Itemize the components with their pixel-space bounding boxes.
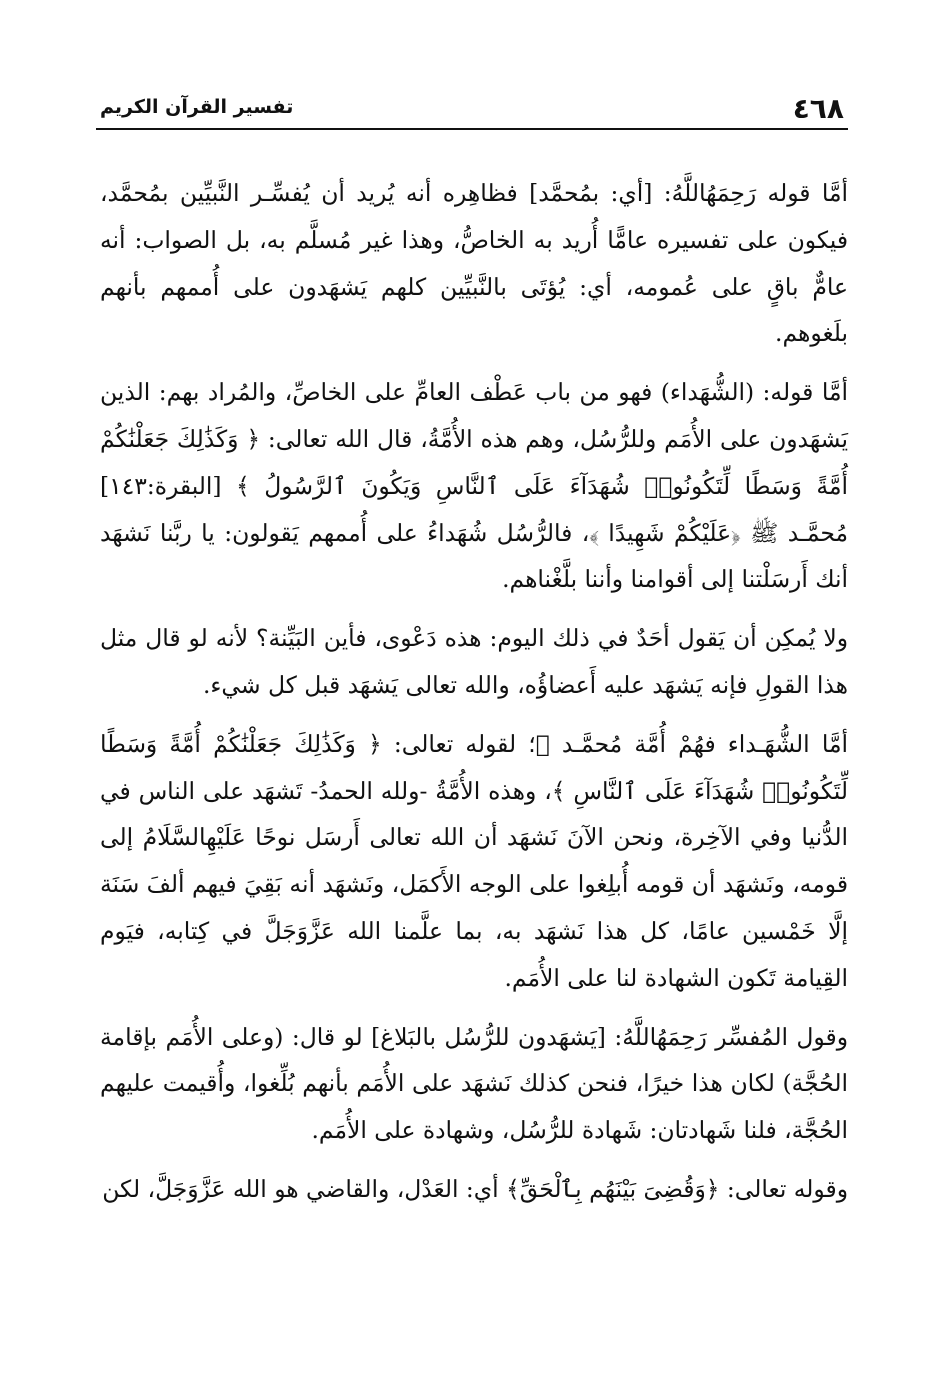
paragraph: أمَّا قوله رَحِمَهُاللَّهُ: [أي: بمُحمَّد] فظاهِره أنه يُريد أن يُفسِّـر النَّبيِّين بمُحمَّد، فيكون على تفسيره عامًّا أُريد به الخاصُّ، وهذا غير مُسلَّم به، بل الصواب: أنه عامٌّ باقٍ على عُمومه، أي: يُؤتَى بالنَّبيِّين كلهم يَشهَدون على أُممهم بأنهم بلَغوهم. <box>100 179 848 348</box>
paragraph: ولا يُمكِن أن يَقول أحَدٌ في ذلك اليوم: هذه دَعْوى، فأين البَيِّنة؟ لأنه لو قال مثل هذا القولِ فإنه يَشهَد عليه أَعضاؤُه، والله تعالى يَشهَد قبل كل شيء. <box>100 624 848 699</box>
paragraph: أمَّا الشُّهَـداء فهُمْ أُمَّة مُحمَّـد ﷺ؛ لقوله تعالى: ﴿ وَكَذَٰلِكَ جَعَلْنَٰكُمْ أُمَّةً وَسَطًا لِّتَكُونُوا۟ شُهَدَآءَ عَلَى ٱلنَّاسِ ﴾، وهذه الأُمَّةُ -ولله الحمدُ- تَشهَد على الناس في الدُّنيا وفي الآخِرة، ونحن الآنَ نَشهَد أن الله تعالى أَرسَل نوحًا عَلَيْهِالسَّلَامُ إلى قومه، ونَشهَد أن قومه أُبلِغوا على الوجه الأَكمَل، ونَشهَد أنه بَقِيَ فيهم ألفَ سَنَة إلَّا خَمْسين عامًا، كل هذا نَشهَد به، بما علَّمنا الله عَزَّوَجَلَّ في كِتابه، فيَوم القِيامة تَكون الشهادة لنا على الأُمَم. <box>100 729 849 992</box>
paragraph: أمَّا قوله: (الشُّهَداء) فهو من باب عَطْف العامِّ على الخاصِّ، والمُراد بهم: الذين يَشهَدون على الأُمَم وللرُّسُل، وهم هذه الأُمَّةُ، قال الله تعالى: ﴿ وَكَذَٰلِكَ جَعَلْنَٰكُمْ أُمَّةً وَسَطًا لِّتَكُونُوا۟ شُهَدَآءَ عَلَى ٱلنَّاسِ وَيَكُونَ ٱلرَّسُولُ ﴾ [البقرة:١٤٣] مُحمَّـد ﷺ ﴿عَلَيْكُمْ شَهِيدًا ﴾، فالرُّسُل شُهَداءُ على أُممهم يَقولون: يا ربَّنا نَشهَد أنك أَرسَلْتنا إلى أقوامنا وأننا بلَّغْناهم. <box>100 378 848 594</box>
paragraph: وقوله تعالى: ﴿وَقُضِىَ بَيْنَهُم بِٱلْحَقِّ﴾ أي: العَدْل، والقاضي هو الله عَزَّوَجَلَّ، لكن <box>102 1174 848 1203</box>
page-body <box>100 170 848 1350</box>
page-header <box>96 88 848 130</box>
page-number: ٤٦٨ <box>792 92 844 125</box>
running-title: تفسير القرآن الكريم <box>100 96 294 118</box>
paragraph: وقول المُفسِّر رَحِمَهُاللَّهُ: [يَشهَدون للرُّسُل بالبَلاغ] لو قال: (وعلى الأُمَم بإقامة الحُجَّة) لكان هذا خيرًا، فنحن كذلك نَشهَد على الأُمَم بأنهم بُلِّغوا، وأُقيمت عليهم الحُجَّة، فلنا شَهادتان: شَهادة للرُّسُل، وشهادة على الأُمَم. <box>100 1022 848 1145</box>
